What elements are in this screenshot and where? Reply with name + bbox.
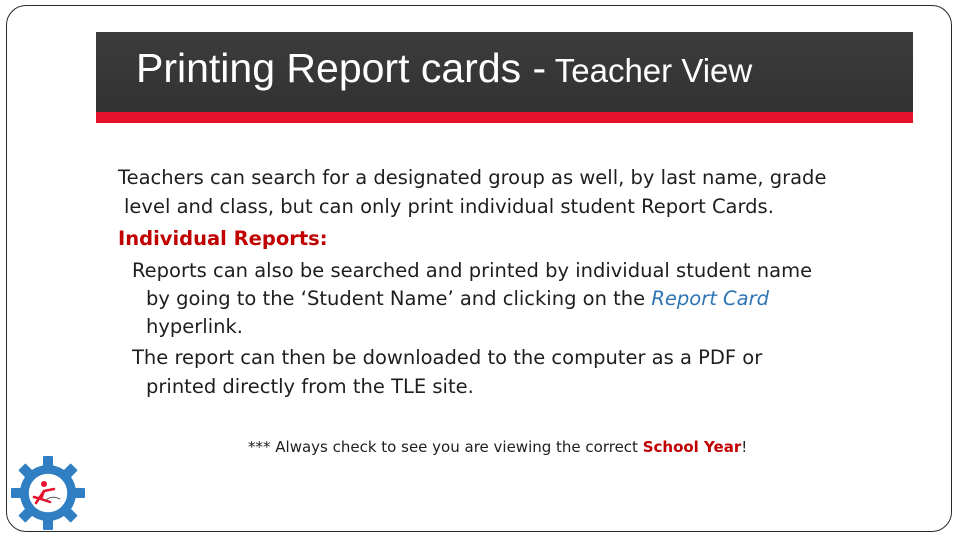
bullet-1-line-2: level and class, but can only print individual student Report Cards. (124, 195, 774, 218)
report-card-link[interactable]: Report Card (651, 287, 770, 310)
bullet-text: by going to the ‘Student Name’ and clicking on the (146, 287, 652, 310)
bullet-3-line-3: hyperlink. (146, 315, 243, 338)
title-sub: Teacher View (546, 52, 753, 89)
bullet-text: The report can then be downloaded to the computer as a PDF or (132, 346, 763, 369)
bullet-4-line-2: printed directly from the TLE site. (146, 375, 474, 398)
bullet-heading: Individual Reports: (118, 227, 328, 250)
bullet-text: Reports can also be searched and printed by individual student name (132, 259, 813, 282)
school-year-note (248, 438, 747, 456)
note-emphasis: School Year (642, 438, 742, 456)
note-text: *** Always check to see you are viewing the correct (248, 438, 643, 456)
bullet-3-line-1 (132, 261, 812, 281)
bullet-1-line-1 (118, 168, 826, 188)
bullet-3-line-2 (146, 289, 769, 309)
bullet-text: Teachers can search for a designated group as well, by last name, grade (118, 166, 827, 189)
note-end: ! (741, 438, 748, 456)
bullet-4-line-1 (132, 348, 762, 368)
bullet-2 (118, 229, 328, 249)
title-main: Printing Report cards - (136, 45, 547, 91)
gear-logo-icon (10, 455, 86, 531)
